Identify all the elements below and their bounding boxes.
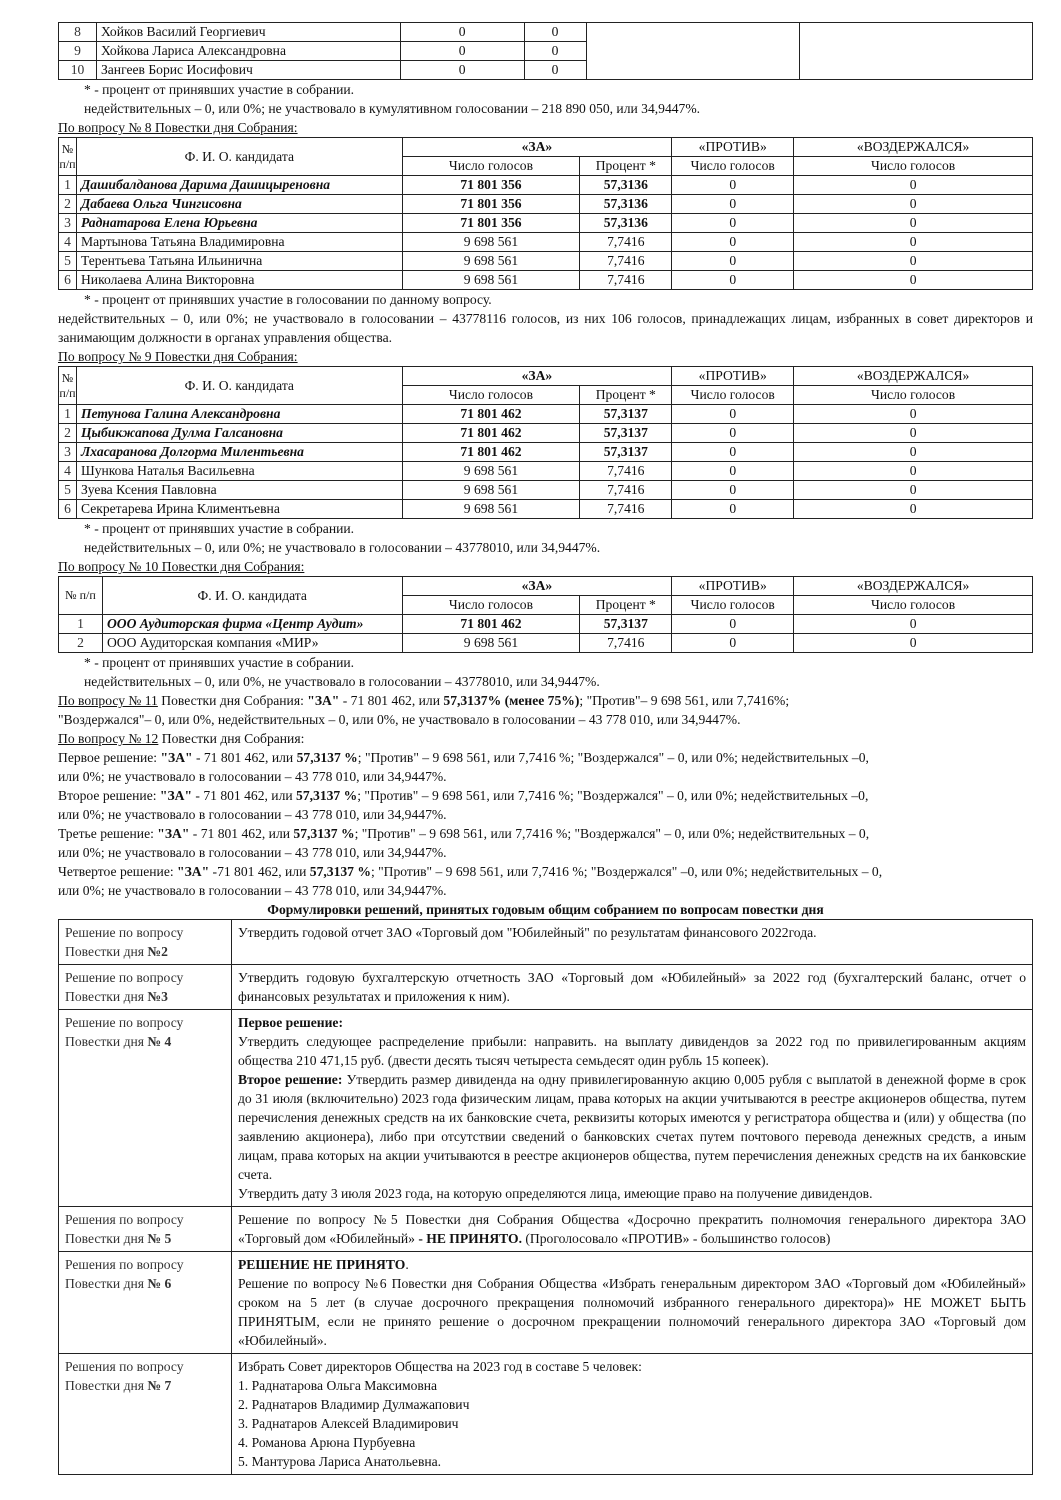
invalid-votes: недействительных – 0, или 0%; не участвовало в голосовании – 43778116 голосов, из них 106 голосов, принадлежащих лицам, избранных в совет директоров и занимающим должности в органах управления общества.: [58, 311, 1033, 345]
q12-decision-line2: или 0%; не участвовало в голосовании – 43 778 010, или 34,9447%.: [58, 883, 447, 898]
resolution-row-3: Решение по вопросу Повестки дня №3 Утвердить годовую бухгалтерскую отчетность ЗАО «Торговый дом «Юбилейный» за 2022 год (бухгалтерский баланс, отчет о финансовых результатах и приложения к ним).: [59, 965, 1033, 1010]
resolution-row-2: Решение по вопросу Повестки дня №2 Утвердить годовой отчет ЗАО «Торговый дом "Юбилейный" по результатам финансового 2022года.: [59, 920, 1033, 965]
resolution-row-7: Решения по вопросу Повестки дня № 7 Избрать Совет директоров Общества на 2023 год в составе 5 человек: 1. Раднатарова Ольга Максимовна 2. Раднатаров Владимир Дулмажапович 3. Раднатаров Алексей Владимирович 4. Романова Арюна Пурбуевна 5. Мантурова Лариса Анатольевна.: [59, 1354, 1033, 1475]
invalid-votes: недействительных – 0, или 0%; не участвовало в кумулятивном голосовании – 218 890 050, или 34,9447%.: [84, 101, 701, 116]
table-row: 4 Мартынова Татьяна Владимировна 9 698 561 7,7416 0 0: [59, 233, 1033, 252]
document-page: [58, 22, 1033, 1475]
q11-line2: "Воздержался"– 0, или 0%, недействительных – 0, или 0%, не участвовало в голосовании – 43 778 010, или 34,9447%.: [58, 712, 741, 727]
resolutions-table: [58, 919, 1033, 1475]
q12-decision: Четвертое решение: "ЗА" -71 801 462, или 57,3137 %; "Против" – 9 698 561, или 7,7416 %; "Воздержался" –0, или 0%; недействительных – 0,: [58, 864, 883, 879]
table-row: 5 Терентьева Татьяна Ильинична 9 698 561 7,7416 0 0: [59, 252, 1033, 271]
q9-heading: По вопросу № 9 Повестки дня Собрания:: [58, 349, 298, 364]
resolutions-title: Формулировки решений, принятых годовым общим собранием по вопросам повестки дня: [267, 902, 824, 917]
q8-heading: По вопросу № 8 Повестки дня Собрания:: [58, 120, 298, 135]
table-row: 2 ООО Аудиторская компания «МИР» 9 698 561 7,7416 0 0: [59, 634, 1033, 653]
q8-table: № п/п Ф. И. О. кандидата «ЗА» «ПРОТИВ» «ВОЗДЕРЖАЛСЯ» Число голосов Процент * Число голосов Число голосов 1 Дашибалданова Дарима Дашицыреновна 71 801 356 57,3136 0 0 2 Дабаева Ольга Чингисовна 71 801 356 57,3136 0 0 3 Раднатарова Елена Юрьевна 71 801 356 57,3136 0 0 4 Мартынова Татьяна Владимировна 9 698 561 7,7416 0 0 5 Терентьева Татьяна Ильинична 9 698 561 7,7416 0 0 6 Николаева Алина Викторовна 9 698 561 7,7416 0 0: [58, 137, 1033, 290]
q12-decision: Третье решение: "ЗА" - 71 801 462, или 57,3137 %; "Против" – 9 698 561, или 7,7416 %; "Воздержался" – 0, или 0%; недействительных – 0,: [58, 826, 870, 841]
q12-decision: Первое решение: "ЗА" - 71 801 462, или 57,3137 %; "Против" – 9 698 561, или 7,7416 %; "Воздержался" – 0, или 0%; недействительных –0,: [58, 750, 869, 765]
invalid-votes: недействительных – 0, или 0%, не участвовало в голосовании – 43778010, или 34,9447%.: [84, 674, 600, 689]
table-row: 3 Лхасаранова Долгорма Милентьевна 71 801 462 57,3137 0 0: [59, 443, 1033, 462]
q12-decision: Второе решение: "ЗА" - 71 801 462, или 57,3137 %; "Против" – 9 698 561, или 7,7416 %; "Воздержался" – 0, или 0%; недействительных –0,: [58, 788, 869, 803]
footnote: * - процент от принявших участие в собрании.: [84, 82, 355, 97]
table-row: 6 Секретарева Ирина Климентьевна 9 698 561 7,7416 0 0: [59, 500, 1033, 519]
footnote: * - процент от принявших участие в собрании.: [84, 521, 355, 536]
invalid-votes: недействительных – 0, или 0%; не участвовало в голосовании – 43778010, или 34,9447%.: [84, 540, 601, 555]
q12-heading: По вопросу № 12 Повестки дня Собрания:: [58, 731, 305, 746]
table-row: 1 Дашибалданова Дарима Дашицыреновна 71 801 356 57,3136 0 0: [59, 176, 1033, 195]
table-row: 4 Шункова Наталья Васильевна 9 698 561 7,7416 0 0: [59, 462, 1033, 481]
q10-heading: По вопросу № 10 Повестки дня Собрания:: [58, 559, 305, 574]
table-row: 6 Николаева Алина Викторовна 9 698 561 7,7416 0 0: [59, 271, 1033, 290]
footnote: * - процент от принявших участие в голосовании по данному вопросу.: [84, 292, 492, 307]
col-vozd: «ВОЗДЕРЖАЛСЯ»: [794, 138, 1033, 157]
footnote: * - процент от принявших участие в собрании.: [84, 655, 355, 670]
table-row: 5 Зуева Ксения Павловна 9 698 561 7,7416 0 0: [59, 481, 1033, 500]
resolution-row-4: Решение по вопросу Повестки дня № 4 Первое решение: Утвердить следующее распределение прибыли: направить. на выплату дивидендов за 2022 год по привилегированным акциям общества 210 471,15 руб. (двести десять тысяч четыреста семьдесят один рубль 15 копеек). Второе решение: Утвердить размер дивиденда на одну привилегированную акцию 0,005 рубля с выплатой в денежной форме в срок до 31 июля (включительно) 2023 года физическим лицам, права которых на акции учитываются в реестре акционеров общества, путем перечисления денежных средств на их банковские счета, реквизиты которых имеются у регистратора общества и (или) у общества (по заявлению акционера), либо при отсутствии сведений о банковских счетах путем почтового перевода денежных средств, а иным лицам, права которых на акции учитываются в реестре акционеров общества, путем перечисления денежных средств на их банковские счета. Утвердить дату 3 июля 2023 года, на которую определяются лица, имеющие право на получение дивидендов.: [59, 1010, 1033, 1207]
table-row: 2 Дабаева Ольга Чингисовна 71 801 356 57,3136 0 0: [59, 195, 1033, 214]
table-row: 8 Хойков Василий Георгиевич 0 0: [59, 23, 1033, 42]
q12-decision-line2: или 0%; не участвовало в голосовании – 43 778 010, или 34,9447%.: [58, 769, 447, 784]
q12-decision-line2: или 0%; не участвовало в голосовании – 43 778 010, или 34,9447%.: [58, 845, 447, 860]
q10-table: № п/п Ф. И. О. кандидата «ЗА» «ПРОТИВ» «ВОЗДЕРЖАЛСЯ» Число голосов Процент * Число голосов Число голосов 1 ООО Аудиторская фирма «Центр Аудит» 71 801 462 57,3137 0 0 2 ООО Аудиторская компания «МИР» 9 698 561 7,7416 0 0: [58, 576, 1033, 653]
col-za: «ЗА»: [402, 138, 672, 157]
table-row: 2 Цыбикжапова Дулма Галсановна 71 801 462 57,3137 0 0: [59, 424, 1033, 443]
col-protiv: «ПРОТИВ»: [672, 138, 794, 157]
q12-decisions: [58, 748, 1033, 900]
resolution-row-5: Решения по вопросу Повестки дня № 5 Решение по вопросу №5 Повестки дня Собрания Общества «Досрочно прекратить полномочия генерального директора ЗАО «Торговый дом «Юбилейный» - НЕ ПРИНЯТО. (Проголосовало «ПРОТИВ» - большинство голосов): [59, 1207, 1033, 1252]
col-num: № п/п: [59, 138, 77, 176]
col-fio: Ф. И. О. кандидата: [76, 138, 402, 176]
q11-line: По вопросу № 11 Повестки дня Собрания: "ЗА" - 71 801 462, или 57,3137% (менее 75%); "Против"– 9 698 561, или 7,7416%;: [58, 693, 790, 708]
q12-decision-line2: или 0%; не участвовало в голосовании – 43 778 010, или 34,9447%.: [58, 807, 447, 822]
table-row: 1 Петунова Галина Александровна 71 801 462 57,3137 0 0: [59, 405, 1033, 424]
table-row: 3 Раднатарова Елена Юрьевна 71 801 356 57,3136 0 0: [59, 214, 1033, 233]
table-row: 1 ООО Аудиторская фирма «Центр Аудит» 71 801 462 57,3137 0 0: [59, 615, 1033, 634]
table-row: 9 Хойкова Лариса Александровна 0 0: [59, 42, 1033, 61]
q9-table: № п/п Ф. И. О. кандидата «ЗА» «ПРОТИВ» «ВОЗДЕРЖАЛСЯ» Число голосов Процент * Число голосов Число голосов 1 Петунова Галина Александровна 71 801 462 57,3137 0 0 2 Цыбикжапова Дулма Галсановна 71 801 462 57,3137 0 0 3 Лхасаранова Долгорма Милентьевна 71 801 462 57,3137 0 0 4 Шункова Наталья Васильевна 9 698 561 7,7416 0 0 5 Зуева Ксения Павловна 9 698 561 7,7416 0 0 6 Секретарева Ирина Климентьевна 9 698 561 7,7416 0 0: [58, 366, 1033, 519]
resolution-row-6: Решения по вопросу Повестки дня № 6 РЕШЕНИЕ НЕ ПРИНЯТО. Решение по вопросу №6 Повестки дня Собрания Общества «Избрать генеральным директором ЗАО «Торговый дом «Юбилейный» сроком на 5 лет (в случае досрочного прекращения полномочий избранного генерального директора)» НЕ МОЖЕТ БЫТЬ ПРИНЯТЫМ, если не принято решение о досрочном прекращении полномочий генерального директора ЗАО «Торговый дом «Юбилейный».: [59, 1252, 1033, 1354]
table-row: 10 Зангеев Борис Иосифович 0 0: [59, 61, 1033, 80]
top-table: [58, 22, 1033, 80]
